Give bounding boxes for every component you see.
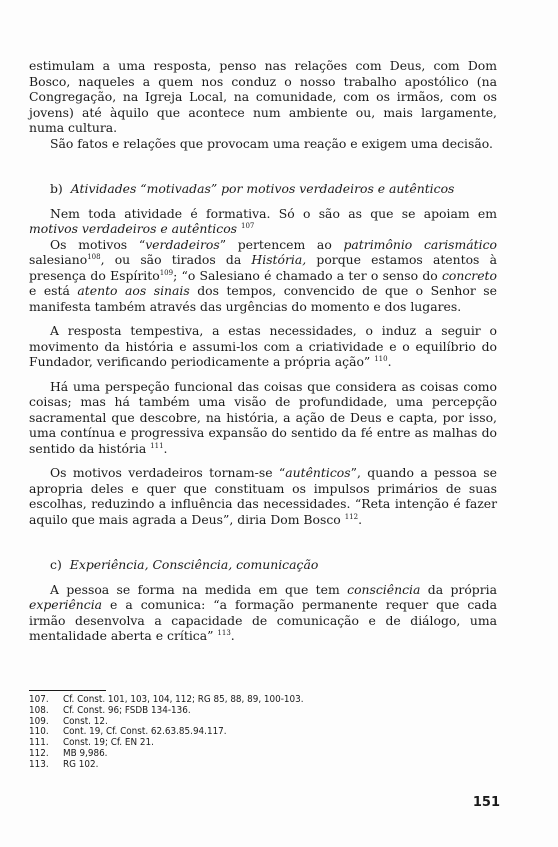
page-number: 151 <box>472 795 500 810</box>
paragraph-true-motives <box>29 237 497 315</box>
text-emphasis: patrimônio carismático <box>343 236 497 252</box>
paragraph-formative <box>29 206 497 237</box>
section-heading-b <box>29 181 497 197</box>
text-run: . <box>358 511 363 527</box>
heading-c-label: c) <box>50 557 62 572</box>
footnote-divider <box>29 690 106 691</box>
text-emphasis: experiência <box>29 597 103 612</box>
text-run: porque estamos atentos à presença do Espírito <box>29 252 497 283</box>
footnote-text: Cf. Const. 101, 103, 104, 112; RG 85, 88, 89, 100-103. <box>63 694 304 705</box>
text-run: Nem toda atividade é formativa. Só o são as que se apoiam em <box>50 205 497 221</box>
text-emphasis: História, <box>251 252 307 267</box>
text-emphasis: autênticos <box>285 465 351 480</box>
paragraph-continuation: estimulam a uma resposta, penso nas relações com Deus, com Dom Bosco, naqueles a quem nos conduz o nosso trabalho apostólico (na Congregação, na Igreja Local, na comunidade, com os irmãos, com os jovens) até àquilo que acontece num ambiente ou, mais largamente, numa cultura. <box>29 58 497 135</box>
text-run: dos tempos, convencido de que o Senhor se manifesta também através das urgências do momento e dos lugares. <box>29 283 497 314</box>
text-emphasis: atento aos sinais <box>77 283 190 298</box>
text-emphasis: verdadeiros <box>145 236 220 252</box>
footnote-number: 112. <box>29 747 49 759</box>
paragraph-decision: São fatos e relações que provocam uma reação e exigem uma decisão. <box>50 135 493 151</box>
text-run: ” pertencem ao <box>219 236 344 252</box>
footnotes <box>29 690 497 771</box>
footnote-ref: 107 <box>240 221 255 230</box>
footnote-item <box>29 706 497 717</box>
text-run: Os motivos “ <box>50 236 146 252</box>
footnote-text: Const. 19; Cf. EN 21. <box>63 737 154 749</box>
body-text <box>29 58 497 644</box>
text-emphasis: motivos verdadeiros e autênticos <box>29 221 238 236</box>
paragraph-perception <box>29 379 497 457</box>
text-run: A resposta tempestiva, a estas necessidades, o induz a seguir o movimento da história e assumi-los com a criatividade e o equilíbrio do Fundador, verificando periodicamente a própria ação” <box>29 323 497 369</box>
footnote-ref: 112 <box>344 512 359 521</box>
footnote-ref: 110 <box>374 354 388 363</box>
footnote-number: 111. <box>29 737 49 749</box>
footnote-number: 113. <box>29 758 49 770</box>
footnote-ref: 113 <box>217 628 231 637</box>
footnote-item <box>29 749 497 760</box>
paragraph-experience <box>29 582 497 644</box>
footnote-text: RG 102. <box>63 758 99 770</box>
text-run: Os motivos verdadeiros tornam-se “ <box>50 465 286 480</box>
text-run: ”, quando a pessoa se apropria deles e quer que constituam os impulsos primários de suas escolhas, reduzindo a influência das necessidades. “Reta intenção é fazer aquilo que mais agrada a Deus”, diria Dom Bosco <box>29 465 497 527</box>
heading-c-title: Experiência, Consciência, comunicação <box>69 557 319 572</box>
heading-b-label: b) <box>50 181 63 196</box>
footnote-number: 110. <box>29 726 49 738</box>
footnote-ref: 108 <box>87 252 101 261</box>
text-run: da própria <box>420 581 497 597</box>
footnote-number: 109. <box>29 715 49 727</box>
text-run: e a comunica: “a formação permanente requer que cada irmão desenvolva a capacidade de comunicação e de diálogo, uma mentalidade aberta e crítica” <box>29 597 497 643</box>
footnote-number: 107. <box>29 694 49 705</box>
paragraph-authentic-motives <box>29 465 497 527</box>
text-emphasis: concreto <box>441 267 497 283</box>
text-run: A pessoa se forma na medida em que tem <box>50 581 348 597</box>
paragraph-response <box>29 323 497 370</box>
footnote-item <box>29 760 497 771</box>
heading-b-title: Atividades “motivadas” por motivos verdadeiros e autênticos <box>70 181 455 196</box>
text-run: , ou são tirados da <box>100 252 252 267</box>
text-run: Há uma perspeção funcional das coisas que considera as coisas como coisas; mas há também uma visão de profundidade, uma percepção sacramental que descobre, na história, a ação de Deus e capta, por isso, uma contínua e progressiva expansão do sentido da fé entre as malhas do sentido da história <box>29 378 497 456</box>
section-heading-c <box>29 557 497 573</box>
text-run: . <box>387 354 392 369</box>
footnote-ref: 109 <box>159 268 174 277</box>
footnote-text: MB 9,986. <box>63 747 108 759</box>
footnote-ref: 111 <box>150 441 164 450</box>
text-run: . <box>230 628 235 643</box>
text-run: e está <box>29 283 78 298</box>
footnote-text: Cf. Const. 96; FSDB 134-136. <box>63 704 191 716</box>
text-run: . <box>163 440 168 456</box>
text-run: ; “o Salesiano é chamado a ter o senso do <box>173 267 442 283</box>
footnote-text: Cont. 19, Cf. Const. 62.63.85.94.117. <box>63 726 227 738</box>
text-emphasis: consciência <box>347 581 421 597</box>
footnote-number: 108. <box>29 704 49 716</box>
footnote-text: Const. 12. <box>63 715 108 727</box>
text-run: salesiano <box>29 252 88 267</box>
